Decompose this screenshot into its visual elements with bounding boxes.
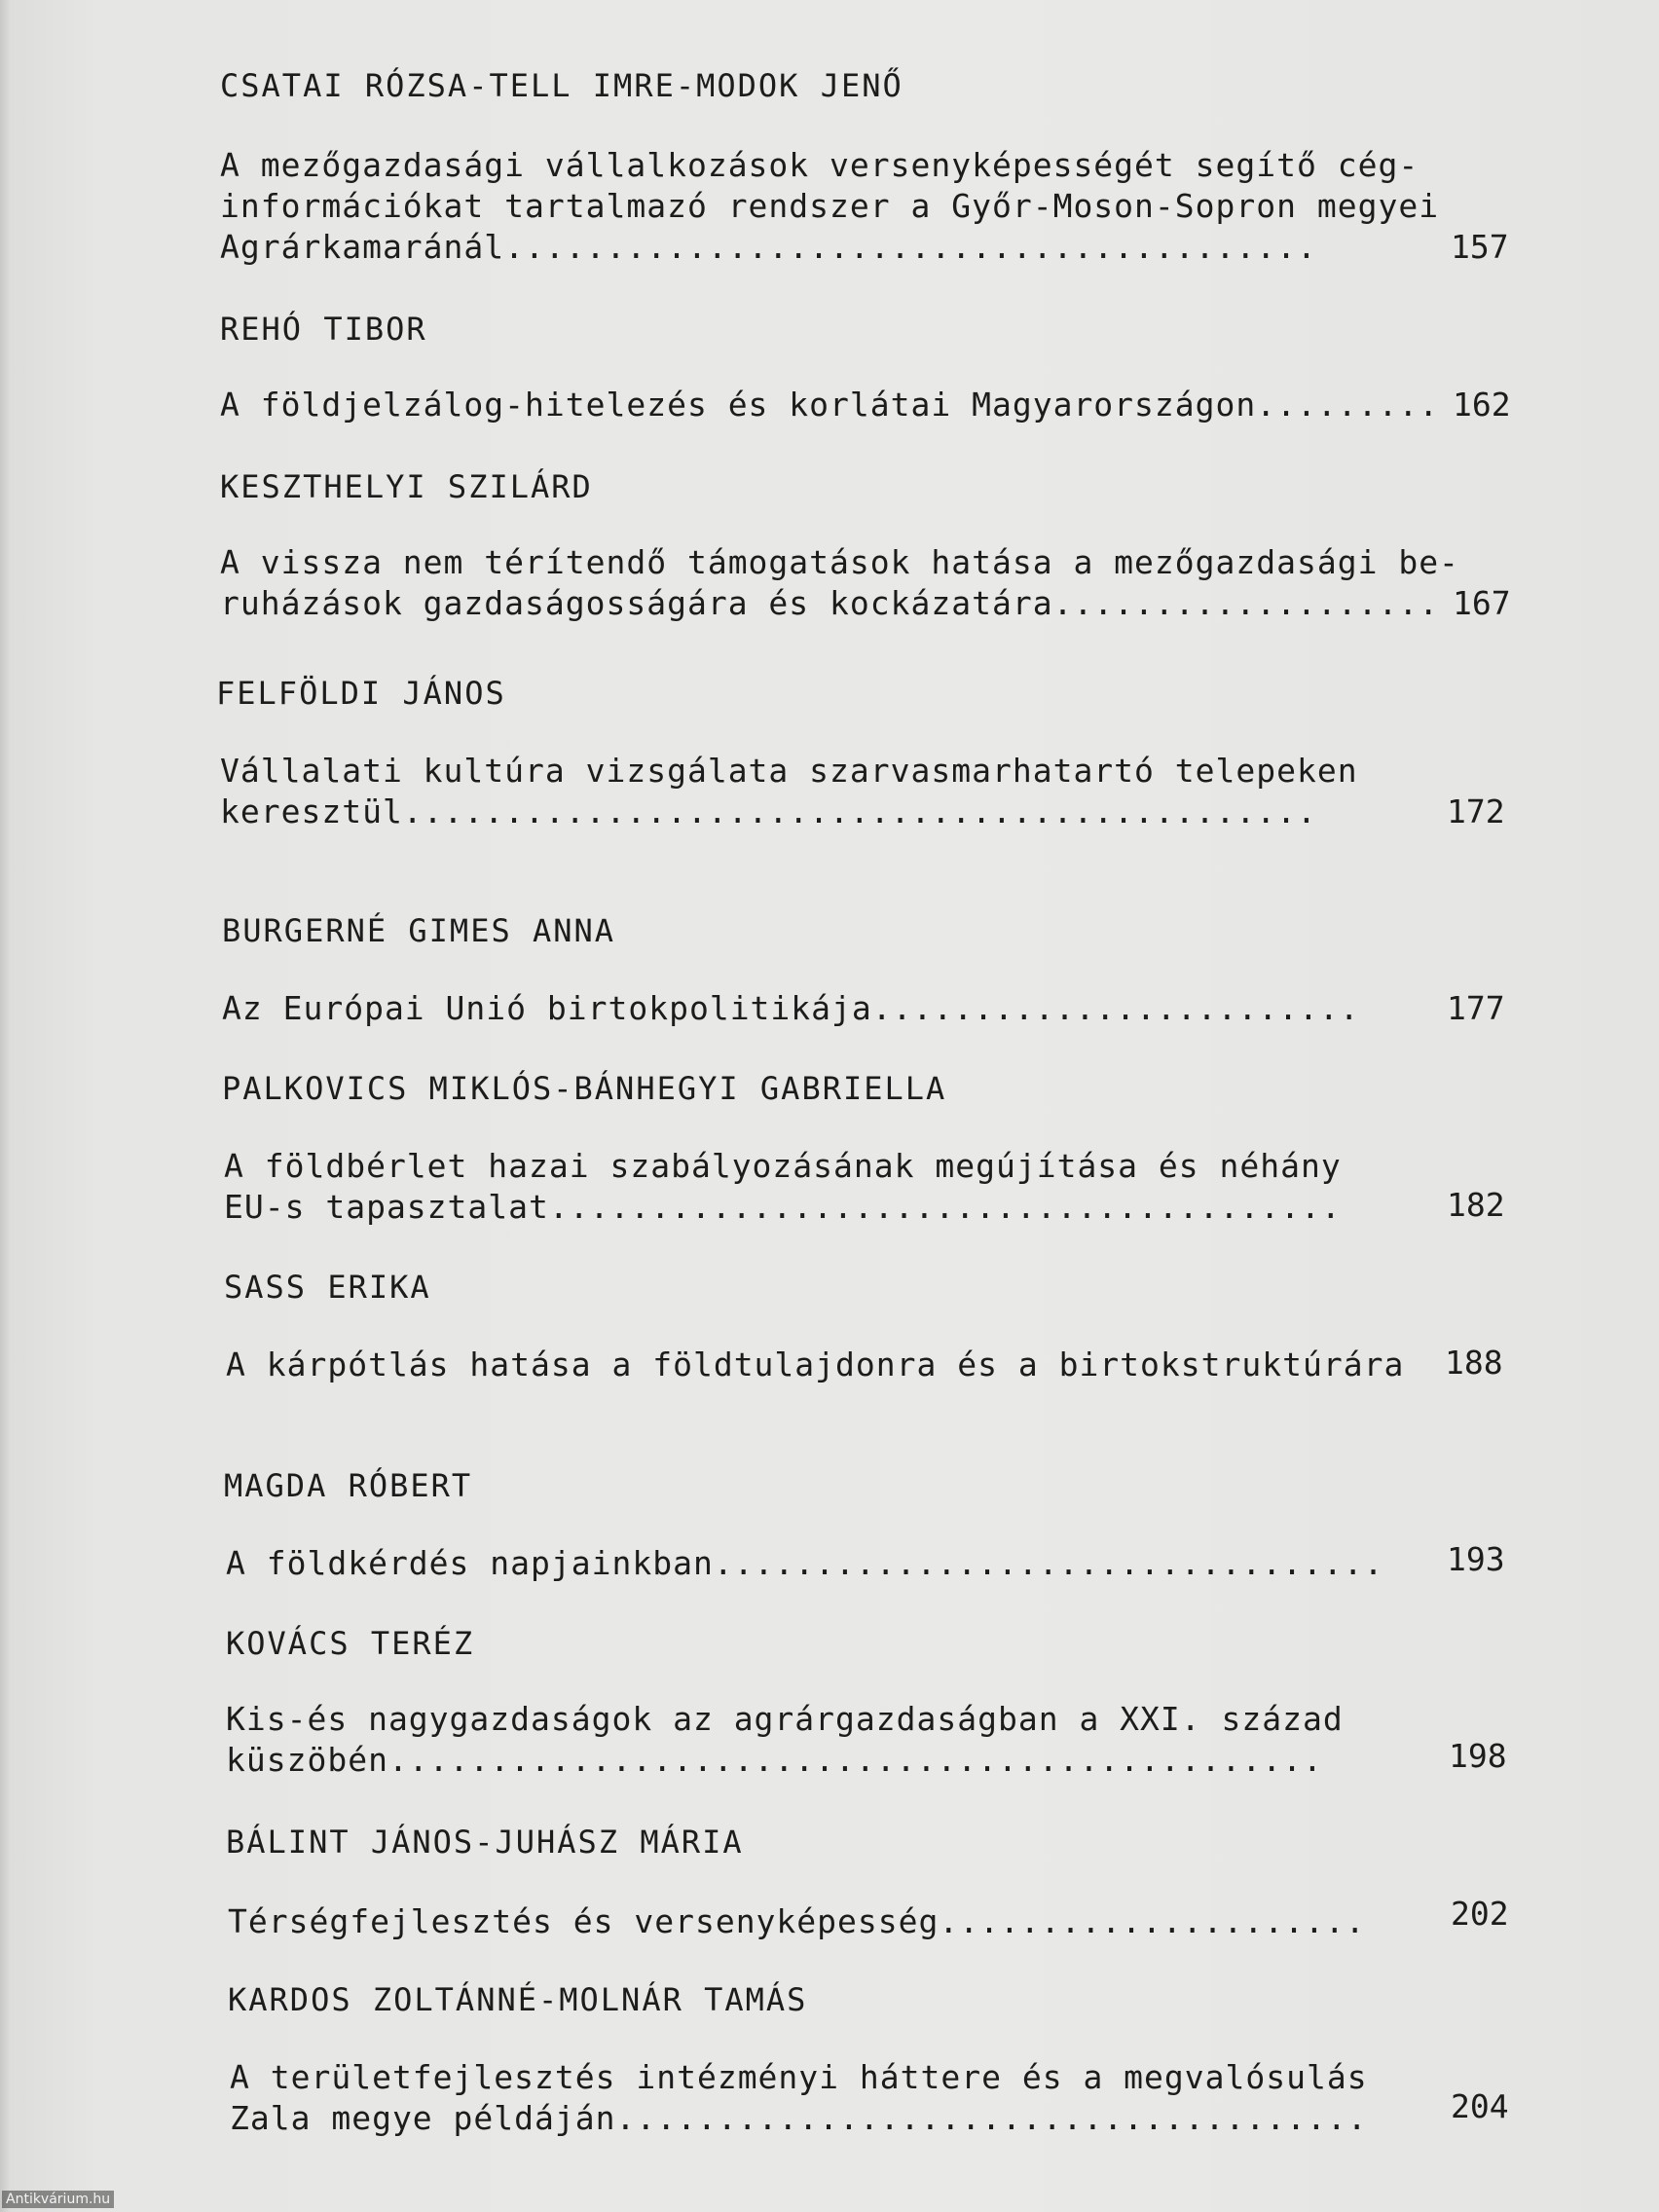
entry-title-line: A területfejlesztés intézményi háttere és a megvalósulás bbox=[230, 2058, 1368, 2096]
entry-page-number: 188 bbox=[1445, 1344, 1503, 1382]
entry-page-number: 157 bbox=[1451, 228, 1509, 266]
entry-title-line: Vállalati kultúra vizsgálata szarvasmarhatartó telepeken bbox=[220, 752, 1358, 790]
entry-author: KESZTHELYI SZILÁRD bbox=[220, 468, 593, 505]
page-spine-edge bbox=[0, 0, 10, 2212]
entry-title-line: A földjelzálog-hitelezés és korlátai Magyarországon......... bbox=[220, 386, 1440, 424]
entry-title-line: A kárpótlás hatása a földtulajdonra és a birtokstruktúrára bbox=[226, 1346, 1405, 1383]
entry-title-line: Kis-és nagygazdaságok az agrárgazdaságban a XXI. század bbox=[226, 1700, 1344, 1738]
entry-title-line: keresztül............................................. bbox=[220, 793, 1317, 830]
entry-page-number: 204 bbox=[1451, 2087, 1509, 2125]
entry-page-number: 167 bbox=[1453, 584, 1511, 622]
entry-title-line: EU-s tapasztalat....................................... bbox=[224, 1188, 1342, 1226]
entry-title-line: küszöbén.............................................. bbox=[226, 1741, 1323, 1779]
entry-author: BÁLINT JÁNOS-JUHÁSZ MÁRIA bbox=[226, 1824, 744, 1861]
entry-author: FELFÖLDI JÁNOS bbox=[216, 675, 506, 712]
watermark: Antikvárium.hu bbox=[2, 2191, 114, 2208]
entry-title-line: Agrárkamaránál........................................ bbox=[220, 228, 1317, 266]
entry-author: KOVÁCS TERÉZ bbox=[226, 1625, 475, 1662]
entry-title-line: A földkérdés napjainkban................................. bbox=[226, 1544, 1384, 1582]
entry-page-number: 172 bbox=[1447, 793, 1505, 830]
entry-page-number: 198 bbox=[1449, 1737, 1507, 1775]
entry-title-line: Térségfejlesztés és versenyképesség..................... bbox=[228, 1902, 1366, 1940]
entry-page-number: 202 bbox=[1451, 1895, 1509, 1933]
entry-page-number: 182 bbox=[1447, 1186, 1505, 1224]
entry-author: PALKOVICS MIKLÓS-BÁNHEGYI GABRIELLA bbox=[222, 1070, 947, 1107]
entry-author: BURGERNÉ GIMES ANNA bbox=[222, 912, 616, 949]
entry-title-line: A földbérlet hazai szabályozásának megújítása és néhány bbox=[224, 1147, 1342, 1185]
entry-page-number: 193 bbox=[1447, 1540, 1505, 1578]
entry-title-line: információkat tartalmazó rendszer a Győr-Moson-Sopron megyei bbox=[220, 187, 1440, 225]
entry-author: CSATAI RÓZSA-TELL IMRE-MODOK JENŐ bbox=[220, 67, 903, 104]
entry-author: MAGDA RÓBERT bbox=[224, 1467, 473, 1504]
entry-author: REHÓ TIBOR bbox=[220, 311, 427, 348]
entry-author: SASS ERIKA bbox=[224, 1269, 431, 1306]
entry-title-line: A vissza nem térítendő támogatások hatása a mezőgazdasági be- bbox=[220, 543, 1459, 581]
entry-author: KARDOS ZOLTÁNNÉ-MOLNÁR TAMÁS bbox=[228, 1981, 808, 2018]
entry-title-line: Zala megye példáján..................................... bbox=[230, 2099, 1368, 2137]
entry-title-line: Az Európai Unió birtokpolitikája........................ bbox=[222, 989, 1360, 1027]
entry-page-number: 162 bbox=[1453, 386, 1511, 424]
entry-page-number: 177 bbox=[1447, 989, 1505, 1027]
entry-title-line: A mezőgazdasági vállalkozások versenyképességét segítő cég- bbox=[220, 146, 1419, 184]
entry-title-line: ruházások gazdaságosságára és kockázatára................... bbox=[220, 584, 1440, 622]
